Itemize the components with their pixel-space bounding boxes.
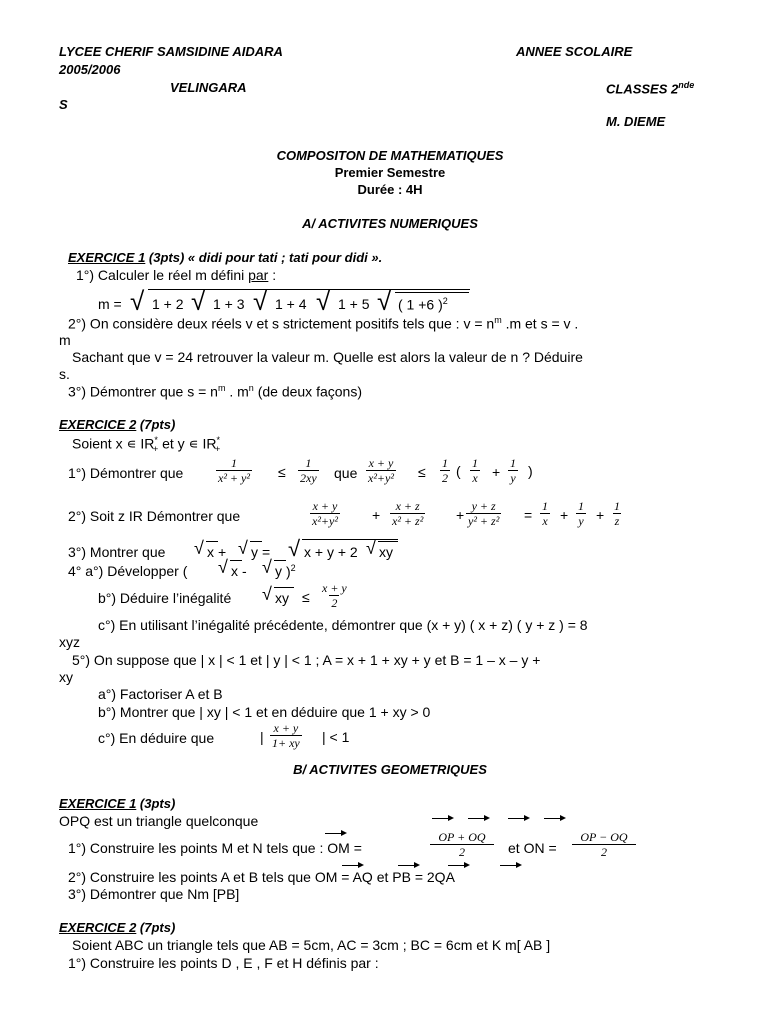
g2-q1: 1°) Construire les points D , E , F et H définis par : bbox=[68, 955, 379, 971]
fraction: $\frac{y + z}{\text{y² + z²}}$ bbox=[468, 499, 500, 528]
ex2-q5a: a°) Factoriser A et B bbox=[98, 686, 223, 702]
school-name: LYCEE CHERIF SAMSIDINE AIDARA bbox=[59, 44, 283, 59]
formula-m: m = bbox=[98, 296, 122, 312]
radical-1: √ bbox=[130, 286, 145, 316]
fraction: $\frac{1}{y}$ bbox=[510, 456, 516, 485]
fraction: $\frac{x + y}{\text{x²+y²}}$ bbox=[368, 456, 394, 485]
ex2-soient: Soient x ∊ $IR^*_+$ et y ∊ $IR^*_+$ bbox=[72, 435, 221, 455]
radical-2: √ bbox=[191, 286, 206, 316]
fraction: $\frac{1}{2xy}$ bbox=[300, 456, 317, 485]
radical-5: √ bbox=[377, 286, 392, 316]
vector-arrow bbox=[544, 818, 564, 819]
vector-arrow bbox=[448, 865, 468, 866]
classes: CLASSES 2nde bbox=[606, 80, 695, 97]
vector-arrow bbox=[500, 865, 520, 866]
ex2-q4c-cont: xyz bbox=[59, 634, 80, 650]
g1-q3: 3°) Démontrer que Nm [PB] bbox=[68, 886, 240, 902]
ex2-q5-cont: xy bbox=[59, 669, 73, 685]
ex2-q4c: c°) En utilisant l’inégalité précédente, démontrer que (x + y) ( x + z) ( y + z ) = 8 bbox=[98, 617, 588, 633]
fraction: $\frac{1}{\text{x² + y²}}$ bbox=[218, 456, 250, 485]
duration: Durée : 4H bbox=[357, 182, 423, 197]
fraction: $\frac{x + y}{2}$ bbox=[322, 581, 347, 610]
fraction: $\frac{1}{y}$ bbox=[578, 499, 584, 528]
ex1-q3: 3°) Démontrer que $s = n^m$ . $m^n$ (de deux façons) bbox=[68, 383, 362, 400]
classes-tail: S bbox=[59, 97, 68, 112]
section-a-heading: A/ ACTIVITES NUMERIQUES bbox=[302, 216, 478, 231]
fraction: $\frac{OP + OQ}{2}$ bbox=[430, 830, 494, 859]
exam-title: COMPOSITON DE MATHEMATIQUES bbox=[276, 148, 504, 163]
ex1-q2: 2°) On considère deux réels v et s strictement positifs tels que : $v = n^m$ .m et s = v . bbox=[68, 315, 579, 332]
g1-intro: OPQ est un triangle quelconque bbox=[59, 813, 259, 829]
fraction: $\frac{x + y}{1+ xy}$ bbox=[272, 721, 300, 750]
vector-arrow bbox=[325, 833, 345, 834]
g2-intro: Soient ABC un triangle tels que AB = 5cm, AC = 3cm ; BC = 6cm et K m[ AB ] bbox=[72, 937, 551, 953]
school-year: 2005/2006 bbox=[59, 62, 121, 77]
radical-3: √ bbox=[253, 286, 268, 316]
g2-heading: EXERCICE 2 (7pts) bbox=[59, 920, 176, 935]
section-b-heading: B/ ACTIVITES GEOMETRIQUES bbox=[293, 762, 487, 777]
formula-last: ( 1 +6 )$^2$ bbox=[398, 296, 448, 313]
ex2-q5b: b°) Montrer que | xy | < 1 et en déduire que 1 + xy > 0 bbox=[98, 704, 431, 720]
teacher: M. DIEME bbox=[606, 114, 666, 129]
vector-arrow bbox=[468, 818, 488, 819]
fraction: $\frac{OP - OQ}{2}$ bbox=[572, 830, 636, 859]
g1-q2: 2°) Construire les points A et B tels que OM = AQ et PB = 2QA bbox=[68, 869, 455, 885]
school-year-label: ANNEE SCOLAIRE bbox=[516, 44, 633, 59]
ex2-q5: 5°) On suppose que | x | < 1 et | y | < 1 ; A = x + 1 + xy + y et B = 1 – x – y + bbox=[72, 652, 541, 668]
fraction: $\frac{1}{z}$ bbox=[614, 499, 620, 528]
vector-arrow bbox=[342, 865, 362, 866]
fraction: $\frac{1}{2}$ bbox=[442, 456, 448, 485]
ex1-q1: 1°) Calculer le réel m défini par : bbox=[76, 267, 277, 283]
ex1-q2-cont: m bbox=[59, 332, 71, 348]
ex2-heading: EXERCICE 2 (7pts) bbox=[59, 417, 176, 432]
vector-arrow bbox=[432, 818, 452, 819]
vector-arrow bbox=[508, 818, 528, 819]
fraction: $\frac{1}{x}$ bbox=[542, 499, 548, 528]
radical-4: √ bbox=[316, 286, 331, 316]
g1-heading: EXERCICE 1 (3pts) bbox=[59, 796, 176, 811]
ex1-q2-s: s. bbox=[59, 366, 70, 382]
fraction: $\frac{x + z}{\text{x² + z²}}$ bbox=[392, 499, 424, 528]
fraction: $\frac{x + y}{\text{x²+y²}}$ bbox=[312, 499, 338, 528]
ex1-heading: EXERCICE 1 (3pts) « didi pour tati ; tati pour didi ». bbox=[68, 250, 383, 265]
semester: Premier Semestre bbox=[334, 165, 446, 180]
fraction: $\frac{1}{x}$ bbox=[472, 456, 478, 485]
city: VELINGARA bbox=[170, 80, 247, 95]
ex1-q2-sachant: Sachant que v = 24 retrouver la valeur m. Quelle est alors la valeur de n ? Déduire bbox=[72, 349, 583, 365]
vector-arrow bbox=[398, 865, 418, 866]
